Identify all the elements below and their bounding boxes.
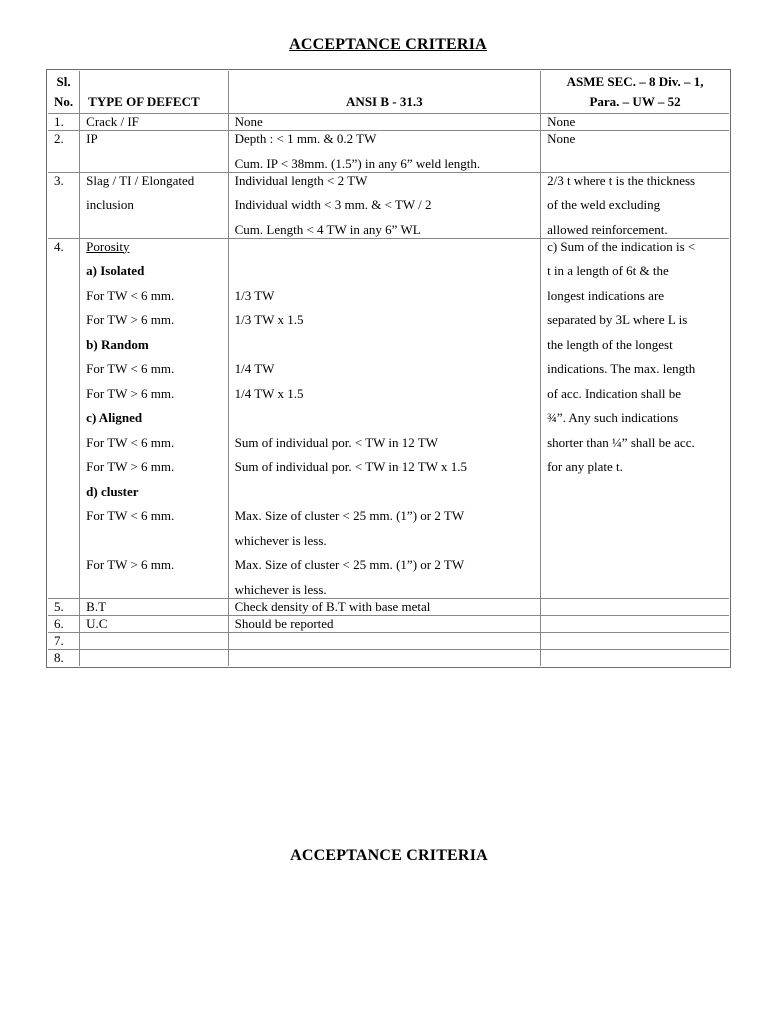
table-row bbox=[48, 633, 729, 650]
ansi-line: whichever is less. bbox=[234, 532, 327, 548]
header-ansi bbox=[229, 71, 541, 114]
asme-line: for any plate t. bbox=[547, 459, 623, 474]
defect-type bbox=[80, 239, 228, 599]
header-sl-top: Sl. bbox=[56, 74, 71, 89]
row-number: 8. bbox=[48, 650, 80, 666]
spacer bbox=[86, 533, 227, 558]
ansi-line: Cum. Length < 4 TW in any 6” WL bbox=[234, 221, 421, 237]
asme-line: separated by 3L where L is bbox=[547, 312, 688, 327]
spacer bbox=[235, 263, 540, 288]
asme-line: shorter than ¼” shall be acc. bbox=[547, 434, 695, 450]
asme-criteria: None bbox=[541, 114, 729, 131]
table-row bbox=[48, 239, 729, 599]
defect-type: U.C bbox=[80, 616, 228, 633]
ansi-criteria bbox=[229, 173, 541, 239]
header-asme bbox=[541, 71, 729, 114]
ansi-line: Sum of individual por. < TW in 12 TW x 1.5 bbox=[234, 459, 468, 474]
asme-criteria bbox=[541, 173, 729, 239]
isolated-label: a) Isolated bbox=[86, 263, 145, 278]
porosity-label: Porosity bbox=[86, 238, 130, 254]
asme-line: indications. The max. length bbox=[547, 361, 696, 376]
ansi-line: 1/3 TW x 1.5 bbox=[234, 312, 304, 327]
ansi-criteria: None bbox=[229, 114, 541, 131]
header-sl-bottom: No. bbox=[54, 94, 74, 109]
asme-line: t in a length of 6t & the bbox=[547, 263, 669, 278]
spacer bbox=[235, 410, 540, 435]
page-title: ACCEPTANCE CRITERIA bbox=[289, 36, 487, 53]
asme-criteria: None bbox=[541, 131, 729, 173]
table-row bbox=[48, 599, 729, 616]
header-asme-top: ASME SEC. – 8 Div. – 1, bbox=[566, 74, 704, 89]
defect-type bbox=[80, 650, 228, 666]
table-row bbox=[48, 173, 729, 239]
tw-condition: For TW > 6 mm. bbox=[86, 385, 175, 401]
table-row bbox=[48, 616, 729, 633]
asme-line: longest indications are bbox=[547, 287, 665, 303]
asme-criteria bbox=[541, 599, 729, 616]
defect-type bbox=[80, 633, 228, 650]
defect-line: Slag / TI / Elongated bbox=[86, 172, 195, 188]
row-number: 2. bbox=[48, 131, 80, 173]
aligned-label: c) Aligned bbox=[86, 410, 143, 425]
asme-line: c) Sum of the indication is < bbox=[547, 238, 696, 254]
asme-line: ¾”. Any such indications bbox=[547, 410, 679, 425]
asme-criteria bbox=[541, 633, 729, 650]
ansi-line: 1/3 TW bbox=[234, 287, 275, 303]
header-type bbox=[80, 71, 228, 114]
tw-condition: For TW > 6 mm. bbox=[86, 312, 175, 327]
spacer bbox=[235, 239, 540, 264]
ansi-line: whichever is less. bbox=[234, 581, 327, 597]
tw-condition: For TW < 6 mm. bbox=[86, 361, 175, 376]
tw-condition: For TW > 6 mm. bbox=[86, 459, 175, 474]
ansi-criteria bbox=[229, 131, 541, 173]
ansi-criteria: Should be reported bbox=[229, 616, 541, 633]
asme-criteria bbox=[541, 650, 729, 666]
table-row bbox=[48, 131, 729, 173]
header-ansi-label: ANSI B - 31.3 bbox=[346, 94, 423, 109]
table-row bbox=[48, 650, 729, 666]
table-row bbox=[48, 114, 729, 131]
header-type-label: TYPE OF DEFECT bbox=[88, 94, 200, 109]
ansi-line: Cum. IP < 38mm. (1.5”) in any 6” weld length. bbox=[234, 155, 481, 171]
tw-condition: For TW > 6 mm. bbox=[86, 557, 175, 572]
defect-type bbox=[80, 173, 228, 239]
row-number: 6. bbox=[48, 616, 80, 633]
table-header-row bbox=[48, 71, 729, 114]
defect-type: Crack / IF bbox=[80, 114, 228, 131]
row-number: 7. bbox=[48, 633, 80, 650]
tw-condition: For TW < 6 mm. bbox=[86, 434, 175, 450]
row-number: 5. bbox=[48, 599, 80, 616]
defect-type: B.T bbox=[80, 599, 228, 616]
acceptance-criteria-table bbox=[48, 71, 729, 666]
ansi-criteria bbox=[229, 633, 541, 650]
header-sl-no bbox=[48, 71, 80, 114]
tw-condition: For TW < 6 mm. bbox=[86, 508, 175, 523]
asme-line: the length of the longest bbox=[547, 336, 673, 352]
row-number: 4. bbox=[48, 239, 80, 599]
ansi-line: Individual length < 2 TW bbox=[234, 172, 368, 188]
row-number: 3. bbox=[48, 173, 80, 239]
ansi-line: 1/4 TW x 1.5 bbox=[234, 385, 304, 401]
cluster-label: d) cluster bbox=[86, 483, 139, 499]
spacer bbox=[235, 484, 540, 509]
asme-line: allowed reinforcement. bbox=[547, 221, 668, 237]
asme-criteria bbox=[541, 239, 729, 599]
asme-line: 2/3 t where t is the thickness bbox=[547, 172, 696, 188]
defect-type: IP bbox=[80, 131, 228, 173]
asme-criteria bbox=[541, 616, 729, 633]
random-label: b) Random bbox=[86, 336, 149, 352]
ansi-criteria bbox=[229, 239, 541, 599]
asme-line: of the weld excluding bbox=[547, 197, 661, 212]
asme-line: of acc. Indication shall be bbox=[547, 385, 681, 401]
ansi-line: Max. Size of cluster < 25 mm. (1”) or 2 TW bbox=[234, 508, 465, 523]
ansi-criteria bbox=[229, 650, 541, 666]
ansi-line: Depth : < 1 mm. & 0.2 TW bbox=[234, 131, 377, 146]
header-asme-bottom: Para. – UW – 52 bbox=[589, 94, 681, 109]
ansi-line: Max. Size of cluster < 25 mm. (1”) or 2 TW bbox=[234, 557, 465, 572]
row-number: 1. bbox=[48, 114, 80, 131]
ansi-criteria: Check density of B.T with base metal bbox=[229, 599, 541, 616]
spacer bbox=[235, 337, 540, 362]
ansi-line: 1/4 TW bbox=[234, 361, 275, 376]
ansi-line: Sum of individual por. < TW in 12 TW bbox=[234, 434, 439, 450]
defect-line: inclusion bbox=[86, 197, 134, 212]
bottom-title: ACCEPTANCE CRITERIA bbox=[290, 847, 488, 864]
tw-condition: For TW < 6 mm. bbox=[86, 287, 175, 303]
ansi-line: Individual width < 3 mm. & < TW / 2 bbox=[234, 197, 432, 212]
